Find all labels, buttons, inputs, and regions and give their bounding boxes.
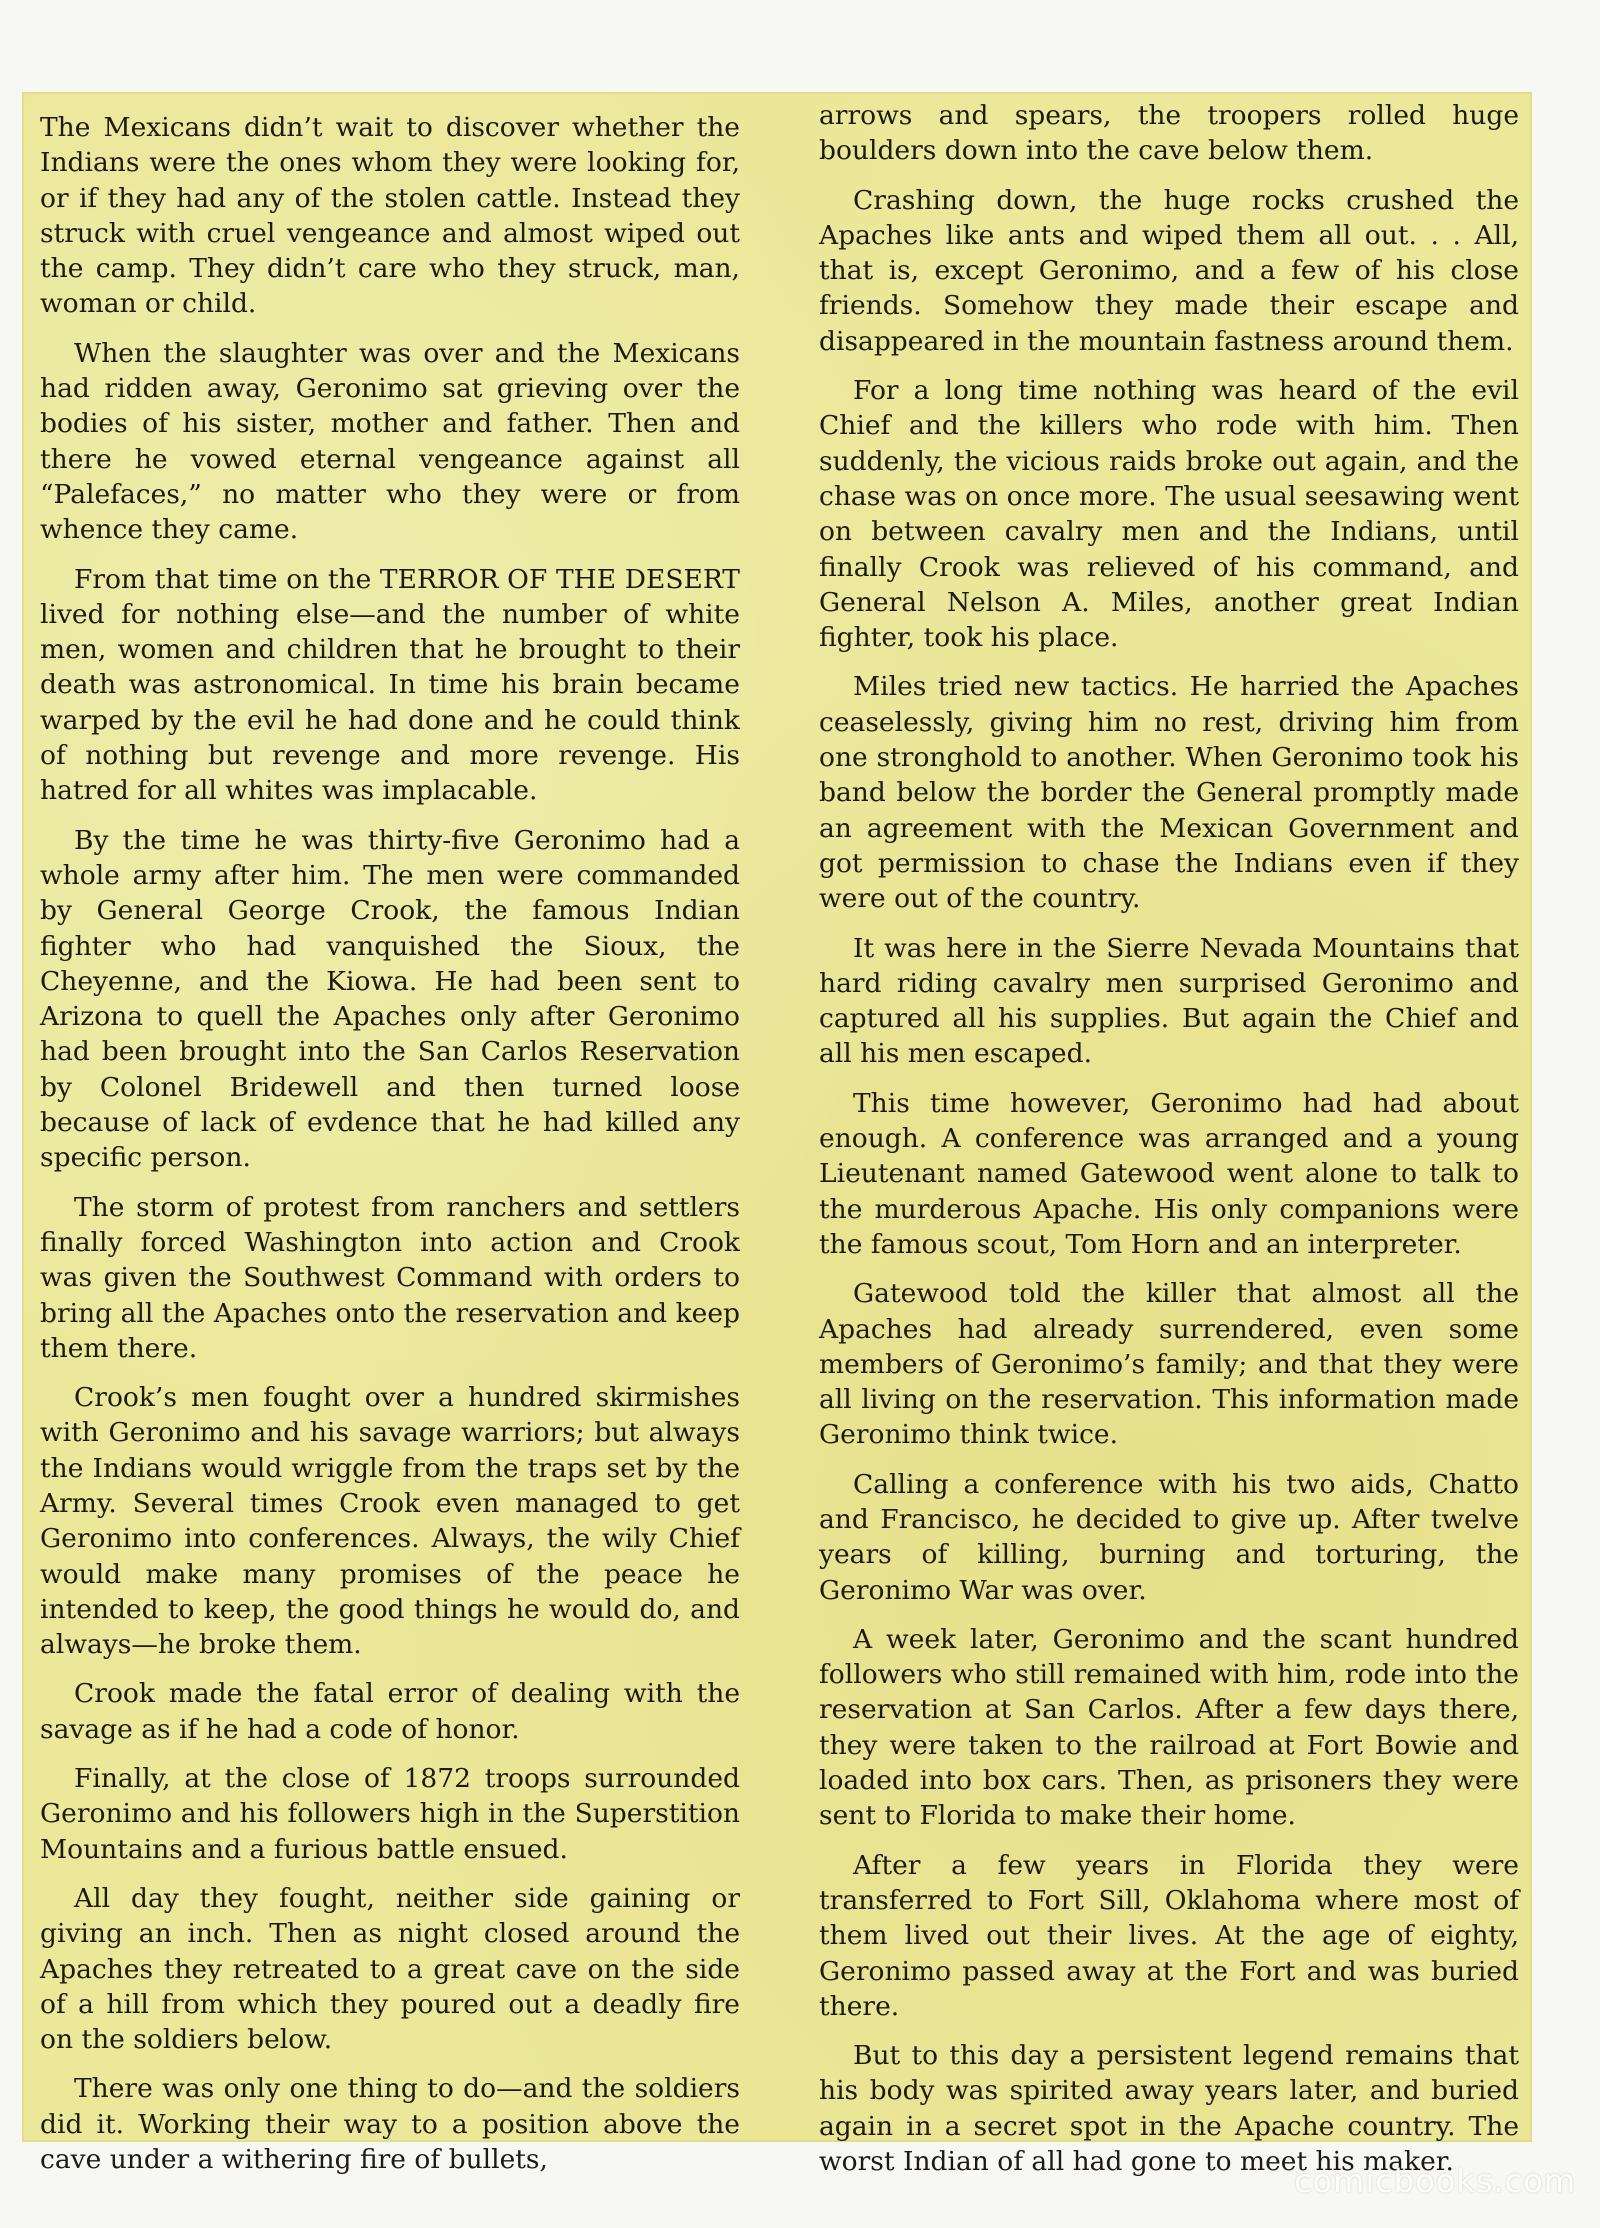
- paragraph: By the time he was thirty-five Geronimo had a whole army after him. The men were commanded by General George Crook, the famous Indian fighter who had vanquished the Sioux, the Cheyenne, and the Kiowa. He had been sent to Arizona to quell the Apaches only after Geronimo had been brought into the San Carlos Reservation by Colonel Bridewell and then turned loose because of lack of evdence that he had killed any specific person.: [40, 824, 740, 1174]
- paragraph: Crashing down, the huge rocks crushed the Apaches like ants and wiped them all out. . . All, that is, except Geronimo, and a few of his close friends. Somehow they made their escape and disappeared in the mountain fastness around them.: [819, 184, 1519, 357]
- paragraph: This time however, Geronimo had had about enough. A conference was arranged and a young Lieutenant named Gatewood went alone to talk to the murderous Apache. His only companions were the famous scout, Tom Horn and an interpreter.: [819, 1087, 1519, 1260]
- site-watermark: comicbooks.com: [1293, 2162, 1576, 2200]
- paragraph: arrows and spears, the troopers rolled huge boulders down into the cave below them.: [819, 100, 1519, 167]
- paragraph: After a few years in Florida they were transferred to Fort Sill, Oklahoma where most of them lived out their lives. At the age of eighty, Geronimo passed away at the Fort and was buried there.: [819, 1849, 1519, 2022]
- paragraph: Finally, at the close of 1872 troops surrounded Geronimo and his followers high in the Superstition Mountains and a furious battle ensued.: [40, 1763, 740, 1865]
- left-column: [40, 110, 740, 2191]
- paragraph: A week later, Geronimo and the scant hundred followers who still remained with him, rode into the reservation at San Carlos. After a few days there, they were taken to the railroad at Fort Bowie and loaded into box cars. Then, as prisoners they were sent to Florida to make their home.: [819, 1623, 1519, 1832]
- paragraph: For a long time nothing was heard of the evil Chief and the killers who rode with him. Then suddenly, the vicious raids broke out again, and the chase was on once more. The usual seesawing went on between cavalry men and the Indians, until finally Crook was relieved of his command, and General Nelson A. Miles, another great Indian fighter, took his place.: [819, 375, 1519, 654]
- paragraph: Crook’s men fought over a hundred skirmishes with Geronimo and his savage warriors; but always the Indians would wriggle from the traps set by the Army. Several times Crook even managed to get Geronimo into conferences. Always, the wily Chief would make many promises of the peace he intended to keep, the good things he would do, and always—he broke them.: [40, 1382, 740, 1661]
- paragraph: There was only one thing to do—and the soldiers did it. Working their way to a position above the cave under a withering fire of bullets,: [40, 2073, 740, 2176]
- paragraph: From that time on the TERROR OF THE DESERT lived for nothing else—and the number of white men, women and children that he brought to their death was astronomical. In time his brain became warped by the evil he had done and he could think of nothing but revenge and more revenge. His hatred for all whites was implacable.: [40, 563, 740, 807]
- paragraph: The storm of protest from ranchers and settlers finally forced Washington into action and Crook was given the Southwest Command with orders to bring all the Apaches onto the reservation and keep them there.: [40, 1191, 740, 1364]
- paragraph: Crook made the fatal error of dealing with the savage as if he had a code of honor.: [40, 1678, 740, 1745]
- paragraph: But to this day a persistent legend remains that his body was spirited away years later, and buried again in a secret spot in the Apache country. The worst Indian of all had gone to meet his maker.: [819, 2040, 1519, 2178]
- paragraph: All day they fought, neither side gaining or giving an inch. Then as night closed around the Apaches they retreated to a great cave on the side of a hill from which they poured out a deadly fire on the soldiers below.: [40, 1882, 740, 2056]
- paragraph: Miles tried new tactics. He harried the Apaches ceaselessly, giving him no rest, driving him from one stronghold to another. When Geronimo took his band below the border the General promptly made an agreement with the Mexican Government and got permission to chase the Indians even if they were out of the country.: [819, 671, 1519, 915]
- right-column: [819, 98, 1519, 2193]
- paragraph: When the slaughter was over and the Mexicans had ridden away, Geronimo sat grieving over the bodies of his sister, mother and father. Then and there he vowed eternal vengeance against all “Palefaces,” no matter who they were or from whence they came.: [40, 337, 740, 546]
- paragraph: Gatewood told the killer that almost all the Apaches had already surrendered, even some members of Geronimo’s family; and that they were all living on the reservation. This information made Geronimo think twice.: [819, 1278, 1519, 1451]
- paragraph: The Mexicans didn’t wait to discover whether the Indians were the ones whom they were looking for, or if they had any of the stolen cattle. Instead they struck with cruel vengeance and almost wiped out the camp. They didn’t care who they struck, man, woman or child.: [40, 112, 740, 320]
- paragraph: It was here in the Sierre Nevada Mountains that hard riding cavalry men surprised Geronimo and captured all his supplies. But again the Chief and all his men escaped.: [819, 932, 1519, 1070]
- paragraph: Calling a conference with his two aids, Chatto and Francisco, he decided to give up. After twelve years of killing, burning and torturing, the Geronimo War was over.: [819, 1468, 1519, 1606]
- text-panel: [22, 92, 1532, 2178]
